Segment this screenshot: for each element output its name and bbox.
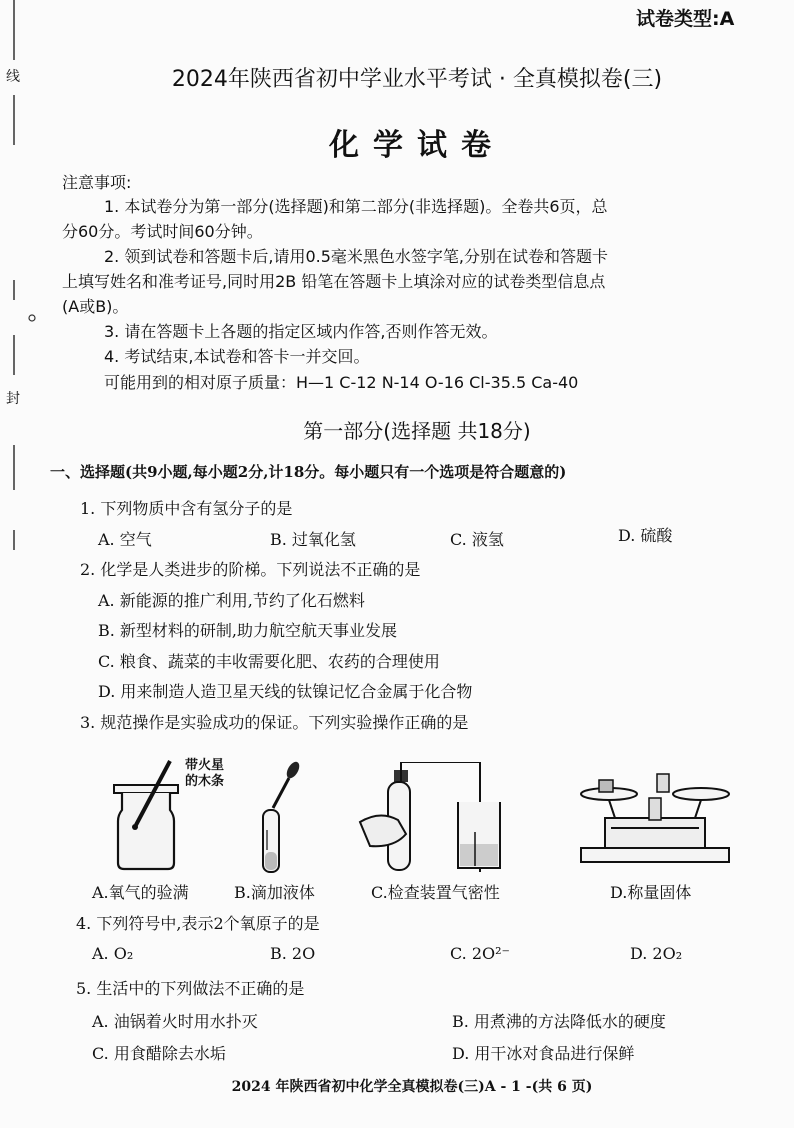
exam-title: 2024年陕西省初中学业水平考试 · 全真模拟卷(三) — [171, 67, 663, 92]
q2-option-d: D. 用来制造人造卫星天线的钛镍记忆合金属于化合物 — [98, 682, 473, 701]
figure-airtight-check — [350, 762, 520, 877]
q4-option-c: C. 2O²⁻ — [450, 944, 510, 963]
q5-stem: 5. 生活中的下列做法不正确的是 — [76, 979, 305, 998]
part1-header: 一、选择题(共9小题,每小题2分,计18分。每小题只有一个选项是符合题意的) — [50, 463, 567, 481]
burning-stick-label-line-1: 带火星 — [185, 758, 225, 773]
page-footer: 2024 年陕西省初中化学全真模拟卷(三)A - 1 -(共 6 页) — [231, 1079, 593, 1095]
burning-stick-label — [185, 758, 224, 790]
notice-item-1-cont: 分60分。考试时间60分钟。 — [62, 222, 263, 241]
q4-option-a: A. O₂ — [92, 944, 134, 963]
q5-option-d: D. 用干冰对食品进行保鲜 — [452, 1044, 635, 1063]
figure-balance — [575, 768, 735, 868]
binding-line-label: 线 — [6, 69, 20, 85]
q2-option-a: A. 新能源的推广利用,节约了化石燃料 — [98, 591, 365, 610]
atomic-masses: 可能用到的相对原子质量：H—1 C-12 N-14 O-16 Cl-35.5 Ca-40 — [104, 373, 579, 392]
q2-stem: 2. 化学是人类进步的阶梯。下列说法不正确的是 — [80, 560, 421, 579]
notice-item-2: 2. 领到试卷和答题卡后,请用0.5毫米黑色水签字笔,分别在试卷和答题卡 — [104, 247, 608, 266]
section-title: 第一部分(选择题 共18分) — [303, 419, 531, 443]
q4-stem: 4. 下列符号中,表示2个氧原子的是 — [76, 914, 320, 933]
notice-item-2-cont: 上填写姓名和准考证号,同时用2B 铅笔在答题卡上填涂对应的试卷类型信息点 — [62, 272, 606, 291]
q5-option-c: C. 用食醋除去水垢 — [92, 1044, 226, 1063]
q3-option-b: B.滴加液体 — [234, 883, 315, 902]
q1-option-a: A. 空气 — [98, 530, 152, 549]
q4-option-d: D. 2O₂ — [630, 944, 683, 963]
q1-option-d: D. 硫酸 — [618, 526, 673, 545]
q5-option-b: B. 用煮沸的方法降低水的硬度 — [452, 1012, 666, 1031]
binding-margin — [0, 0, 40, 1124]
q3-stem: 3. 规范操作是实验成功的保证。下列实验操作正确的是 — [80, 713, 469, 732]
q1-stem: 1. 下列物质中含有氢分子的是 — [80, 499, 293, 518]
q3-option-d: D.称量固体 — [610, 883, 692, 902]
notice-item-4: 4. 考试结束,本试卷和答卡一并交回。 — [104, 347, 370, 366]
figure-dropper — [245, 760, 305, 880]
q5-option-a: A. 油锅着火时用水扑灭 — [92, 1012, 258, 1031]
paper-type: 试卷类型:A — [636, 8, 735, 30]
q4-option-b: B. 2O — [270, 944, 316, 963]
q3-option-c: C.检查装置气密性 — [371, 883, 500, 902]
notice-item-2-cont2: (A或B)。 — [62, 297, 129, 316]
subject-title: 化学试卷 — [329, 128, 505, 163]
notice-heading: 注意事项: — [62, 173, 132, 192]
q2-option-c: C. 粮食、蔬菜的丰收需要化肥、农药的合理使用 — [98, 652, 440, 671]
notice-item-3: 3. 请在答题卡上各题的指定区域内作答,否则作答无效。 — [104, 322, 498, 341]
q3-option-a: A.氧气的验满 — [92, 883, 189, 902]
burning-stick-label-line-2: 的木条 — [185, 774, 225, 789]
q1-option-c: C. 液氢 — [450, 530, 504, 549]
binding-line-graphic — [0, 0, 40, 1124]
binding-seal-label: 封 — [6, 391, 20, 407]
notice-item-1: 1. 本试卷分为第一部分(选择题)和第二部分(非选择题)。全卷共6页，总 — [104, 197, 608, 216]
q1-option-b: B. 过氧化氢 — [270, 530, 356, 549]
q2-option-b: B. 新型材料的研制,助力航空航天事业发展 — [98, 621, 398, 640]
